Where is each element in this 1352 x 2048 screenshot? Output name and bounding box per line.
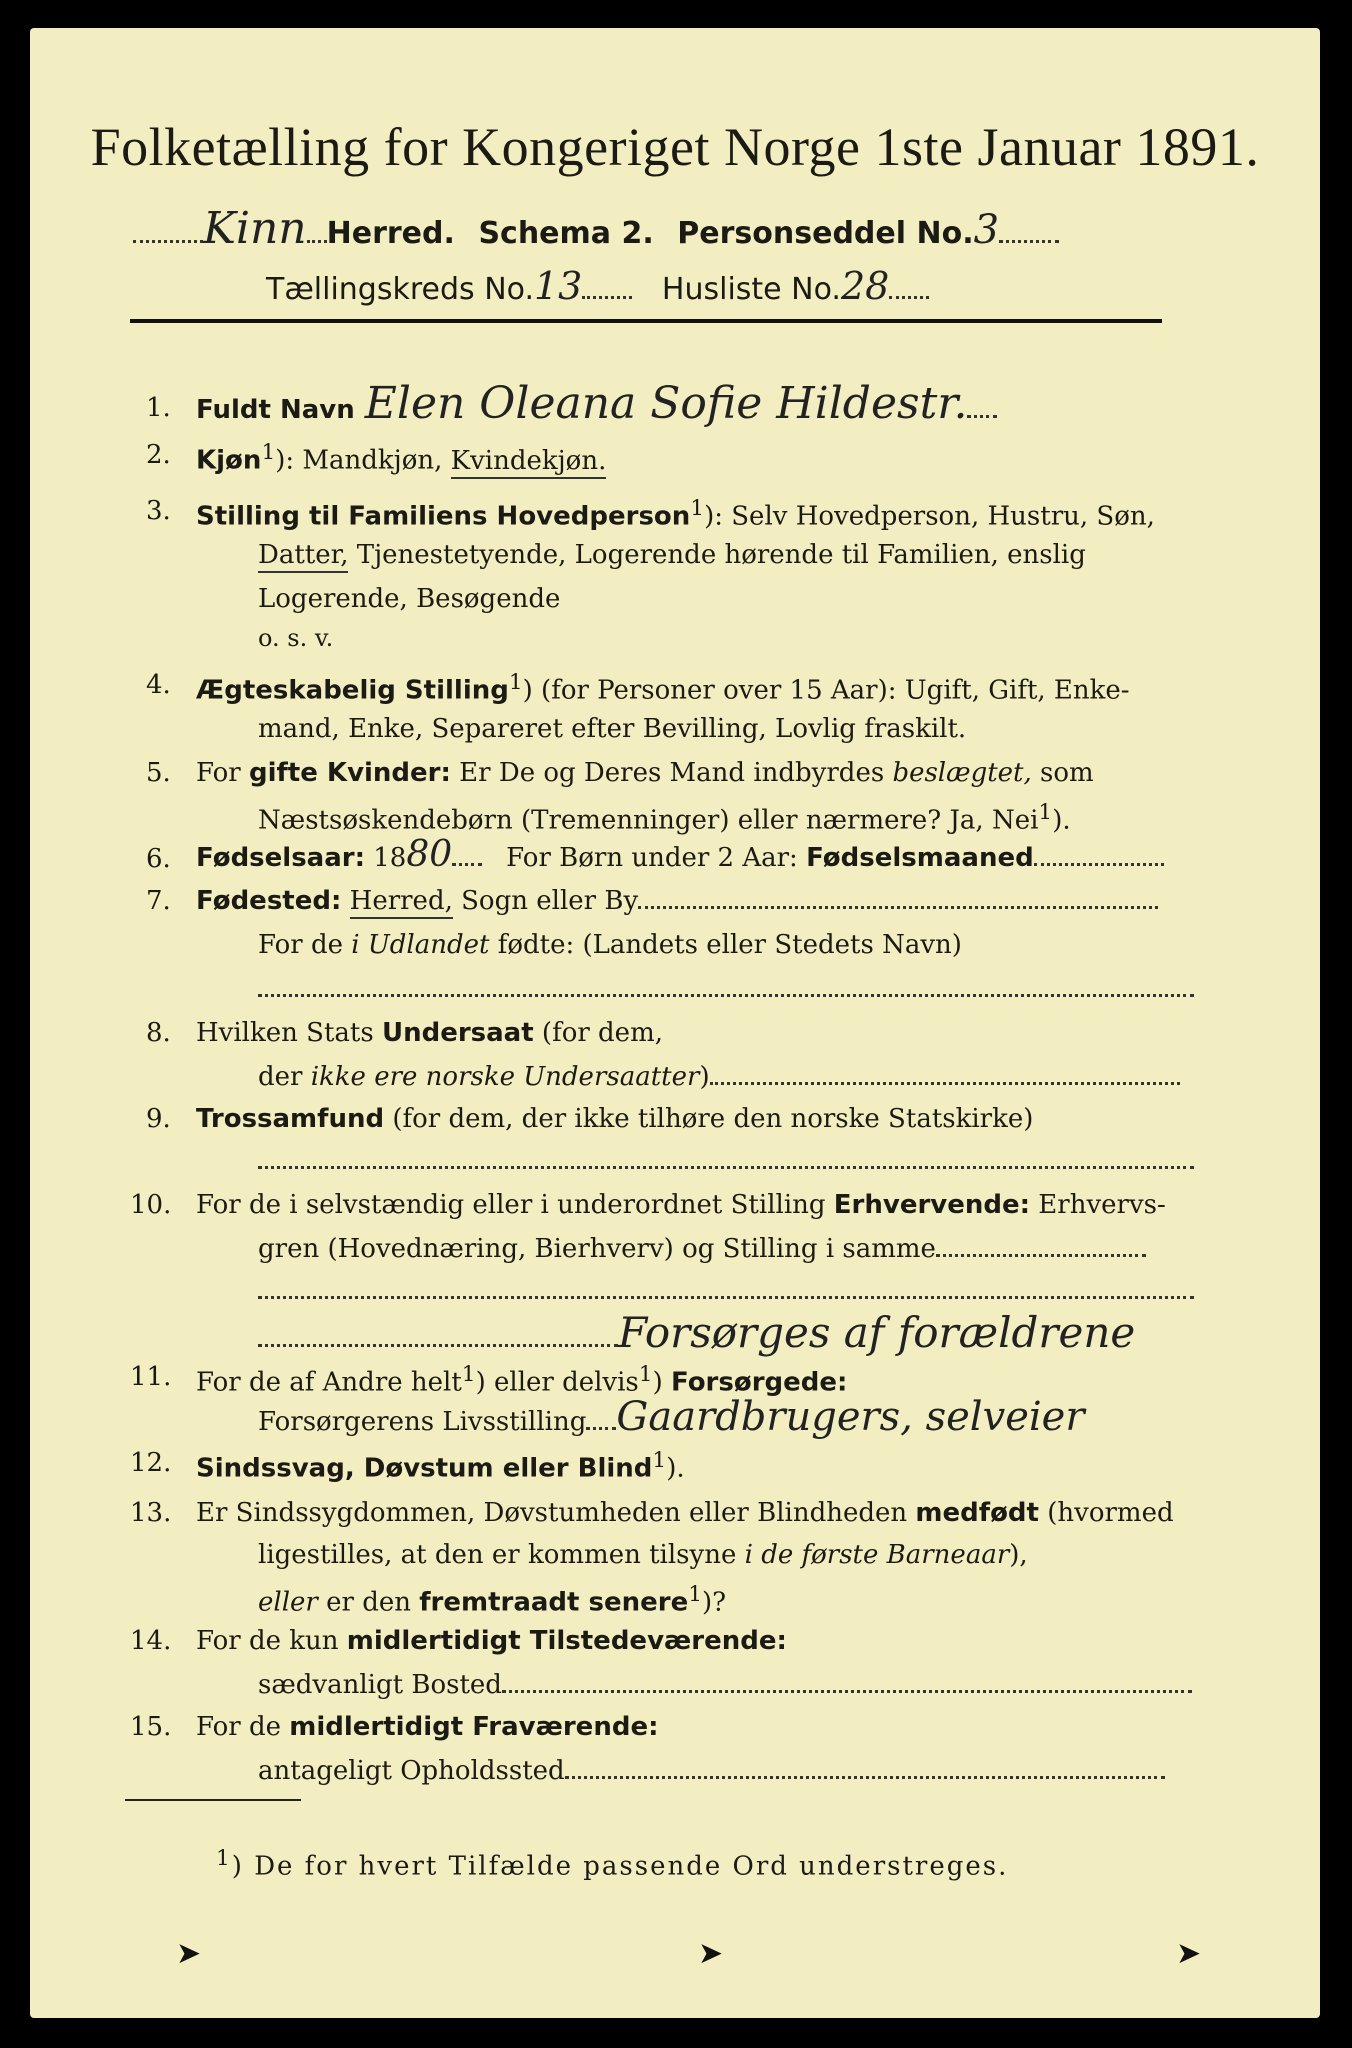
husliste-value: 28	[840, 264, 890, 308]
q10-blank-line	[258, 1276, 1194, 1306]
dotted-leader	[710, 1082, 1180, 1085]
q14-line2	[258, 1670, 1192, 1700]
q13-text3a: er den	[317, 1587, 420, 1618]
herred-label: Herred.	[326, 216, 455, 251]
q13-text2b: ),	[1009, 1540, 1028, 1570]
q13-text3-italic: eller	[258, 1587, 318, 1618]
q8-text1a: Hvilken Stats	[196, 1018, 382, 1048]
q14-label: midlertidigt Tilstedeværende:	[346, 1626, 787, 1656]
q5-text2-end: ).	[1052, 805, 1071, 836]
q9-number: 9.	[146, 1104, 171, 1134]
q15-label: midlertidigt Fraværende:	[289, 1712, 659, 1742]
footnote	[216, 1846, 1008, 1882]
herred-line	[133, 203, 1059, 254]
dotted-leader	[565, 1776, 1165, 1779]
dotted-leader	[133, 240, 203, 243]
q6-label: Fødselsaar:	[196, 843, 365, 873]
q1-number: 1.	[146, 393, 171, 423]
q8-text2b: )	[699, 1062, 710, 1092]
footnote-marker: 1	[216, 1846, 232, 1871]
q2-line	[196, 440, 606, 476]
q5-text2: Næstsøskendebørn (Tremenninger) eller nærmere? Ja, Nei	[258, 805, 1039, 836]
dotted-leader	[936, 1254, 1146, 1257]
taellingskreds-label: Tællingskreds No.	[266, 272, 534, 307]
q14-text1a: For de kun	[196, 1626, 347, 1656]
q7-line1	[196, 886, 1158, 916]
q13-text1a: Er Sindssygdommen, Døvstumheden eller Blindheden	[196, 1498, 916, 1528]
q13-end: )?	[702, 1587, 727, 1618]
q13-label2: fremtraadt senere	[419, 1587, 689, 1618]
q11-text1c: )	[652, 1367, 671, 1398]
q11-text1b: ) eller delvis	[475, 1367, 639, 1398]
q7-number: 7.	[146, 886, 171, 916]
q1-handwritten-name: Elen Oleana Sofie Hildestr.	[364, 378, 968, 429]
q3-line4: o. s. v.	[258, 624, 334, 652]
q2-label: Kjøn	[196, 445, 262, 476]
q7-text-b: Sogn eller By	[452, 886, 639, 916]
q6-number: 6.	[146, 844, 171, 874]
q12-label: Sindssvag, Døvstum eller Blind	[196, 1453, 653, 1484]
dotted-leader	[307, 240, 327, 243]
q4-label: Ægteskabelig Stilling	[196, 675, 509, 706]
q12-line	[196, 1448, 685, 1484]
q3-number: 3.	[146, 496, 171, 526]
q2-selected-kvindekjon: Kvindekjøn.	[451, 446, 607, 479]
q10-value-line	[258, 1308, 1135, 1357]
dotted-leader	[586, 1427, 616, 1430]
footnote-ref: 1	[652, 1448, 667, 1473]
q8-text2a: der	[258, 1062, 311, 1092]
footnote-ref: 1	[508, 670, 523, 695]
q10-line2	[258, 1234, 1146, 1264]
q2-text-a: ): Mandkjøn,	[275, 445, 451, 476]
dotted-leader	[638, 906, 1158, 909]
q7-blank-line	[258, 974, 1194, 1004]
dotted-leader	[258, 1296, 1194, 1299]
q3-text1: ): Selv Hovedperson, Hustru, Søn,	[704, 501, 1155, 532]
dotted-leader	[967, 415, 997, 418]
taellingskreds-value: 13	[534, 264, 583, 308]
q10-handwritten-value: Forsørges af forældrene	[618, 1308, 1136, 1357]
q8-label: Undersaat	[381, 1018, 534, 1048]
q13-text2-italic: i de første Barneaar	[744, 1540, 1010, 1570]
q10-text1b: Erhvervs-	[1030, 1190, 1166, 1220]
q1-line	[196, 378, 997, 429]
q8-text1b: (for dem,	[533, 1018, 663, 1048]
q6-birth-year-value: 80	[406, 834, 453, 875]
dotted-leader	[582, 296, 632, 299]
q8-line1	[196, 1018, 663, 1048]
q12-end: ).	[666, 1453, 685, 1484]
q15-line1	[196, 1712, 658, 1742]
footnote-rule	[125, 1799, 301, 1801]
taellingskreds-line	[266, 264, 929, 308]
q8-number: 8.	[146, 1018, 171, 1048]
q5-text1c: som	[1031, 758, 1094, 788]
q5-line2	[258, 800, 1071, 836]
q7-text2a: For de	[258, 930, 352, 960]
q4-text1: ) (for Personer over 15 Aar): Ugift, Gift, Enke-	[522, 675, 1130, 706]
dotted-leader	[502, 1690, 1192, 1693]
q15-number: 15.	[130, 1712, 172, 1742]
q14-number: 14.	[130, 1626, 172, 1656]
q11-handwritten-value: Gaardbrugers, selveier	[616, 1394, 1085, 1440]
footnote-ref: 1	[690, 496, 705, 521]
q3-text2: Tjenestetyende, Logerende hørende til Familien, enslig	[348, 540, 1086, 570]
footnote-text: ) De for hvert Tilfælde passende Ord understreges.	[231, 1851, 1009, 1882]
q5-label: gifte Kvinder:	[248, 758, 451, 788]
q4-line2: mand, Enke, Separeret efter Bevilling, Lovlig fraskilt.	[258, 714, 967, 744]
q14-text2: sædvanligt Bosted	[258, 1670, 502, 1700]
dotted-leader	[1034, 863, 1164, 866]
q7-selected-herred: Herred,	[350, 886, 453, 919]
dotted-leader	[258, 1344, 618, 1347]
form-title: Folketælling for Kongeriget Norge 1ste Januar 1891.	[90, 117, 1260, 177]
q5-text1b: Er De og Deres Mand indbyrdes	[450, 758, 893, 788]
q5-italic: beslægtet,	[892, 758, 1032, 788]
q12-number: 12.	[130, 1448, 172, 1478]
dotted-leader	[452, 863, 482, 866]
q2-number: 2.	[146, 440, 171, 470]
q3-label: Stilling til Familiens Hovedperson	[196, 501, 691, 532]
q15-text1a: For de	[196, 1712, 290, 1742]
q11-label: Forsørgede:	[670, 1367, 848, 1398]
q10-text1a: For de i selvstændig eller i underordnet Stilling	[196, 1190, 834, 1220]
q7-text2-italic: i Udlandet	[351, 930, 490, 960]
q13-number: 13.	[130, 1498, 172, 1528]
q3-line2	[258, 540, 1086, 570]
q6-label2: Fødselsmaaned	[806, 843, 1034, 873]
q10-text2: gren (Hovednæring, Bierhverv) og Stilling i samme	[258, 1234, 936, 1264]
q7-line2	[258, 930, 962, 960]
q13-label: medfødt	[915, 1498, 1039, 1528]
dotted-leader	[258, 994, 1194, 997]
q10-line1	[196, 1190, 1166, 1220]
q1-label: Fuldt Navn	[196, 395, 355, 425]
footnote-ref: 1	[1038, 800, 1053, 825]
q13-text1b: (hvormed	[1038, 1498, 1174, 1528]
corner-mark-center: ➤	[698, 1936, 724, 1971]
q3-line1	[196, 496, 1155, 532]
dotted-leader	[889, 296, 929, 299]
herred-value: Kinn	[203, 203, 307, 254]
q6-text: For Børn under 2 Aar:	[506, 843, 807, 873]
q6-prefix: 18	[365, 843, 407, 873]
q5-number: 5.	[146, 758, 171, 788]
schema-label: Schema 2.	[478, 216, 654, 251]
dotted-leader	[999, 240, 1059, 243]
corner-mark-right: ➤	[1176, 1936, 1202, 1971]
q7-label: Fødested:	[196, 886, 342, 916]
q5-text1a: For	[196, 758, 249, 788]
q10-label: Erhvervende:	[833, 1190, 1031, 1220]
q6-line	[196, 834, 1164, 875]
q9-text: (for dem, der ikke tilhøre den norske Statskirke)	[384, 1104, 1034, 1134]
footnote-ref: 1	[261, 440, 276, 465]
q11-line2	[258, 1394, 1084, 1440]
q7-text2b: fødte: (Landets eller Stedets Navn)	[489, 930, 962, 960]
q5-line1	[196, 758, 1094, 788]
q3-selected-datter: Datter,	[258, 540, 348, 573]
dotted-leader	[258, 1166, 1194, 1169]
q11-number: 11.	[130, 1362, 172, 1392]
q4-line1	[196, 670, 1130, 706]
q13-line2	[258, 1540, 1028, 1570]
personseddel-label: Personseddel No.	[677, 216, 974, 251]
q11-line1	[196, 1362, 847, 1398]
q3-line3: Logerende, Besøgende	[258, 584, 561, 614]
q15-line2	[258, 1756, 1165, 1786]
q9-label: Trossamfund	[196, 1104, 385, 1134]
q15-text2: antageligt Opholdssted	[258, 1756, 565, 1786]
q9-line1	[196, 1104, 1033, 1134]
footnote-ref: 1	[638, 1362, 653, 1387]
q8-line2	[258, 1062, 1180, 1092]
personseddel-value: 3	[973, 207, 1000, 253]
census-form	[30, 28, 1320, 2018]
q13-text2a: ligestilles, at den er kommen tilsyne	[258, 1540, 745, 1570]
q14-line1	[196, 1626, 787, 1656]
footnote-ref: 1	[688, 1582, 703, 1607]
q9-blank-line	[258, 1146, 1194, 1176]
q13-line1	[196, 1498, 1174, 1528]
husliste-label: Husliste No.	[661, 272, 841, 307]
q10-number: 10.	[130, 1190, 172, 1220]
q11-text2: Forsørgerens Livsstilling	[258, 1407, 587, 1437]
header-rule	[130, 319, 1162, 323]
q4-number: 4.	[146, 670, 171, 700]
footnote-ref: 1	[461, 1362, 476, 1387]
q8-text2-italic: ikke ere norske Undersaatter	[310, 1062, 700, 1092]
q13-line3	[258, 1582, 726, 1618]
q11-text1a: For de af Andre helt	[196, 1367, 462, 1398]
corner-mark-left: ➤	[176, 1936, 202, 1971]
